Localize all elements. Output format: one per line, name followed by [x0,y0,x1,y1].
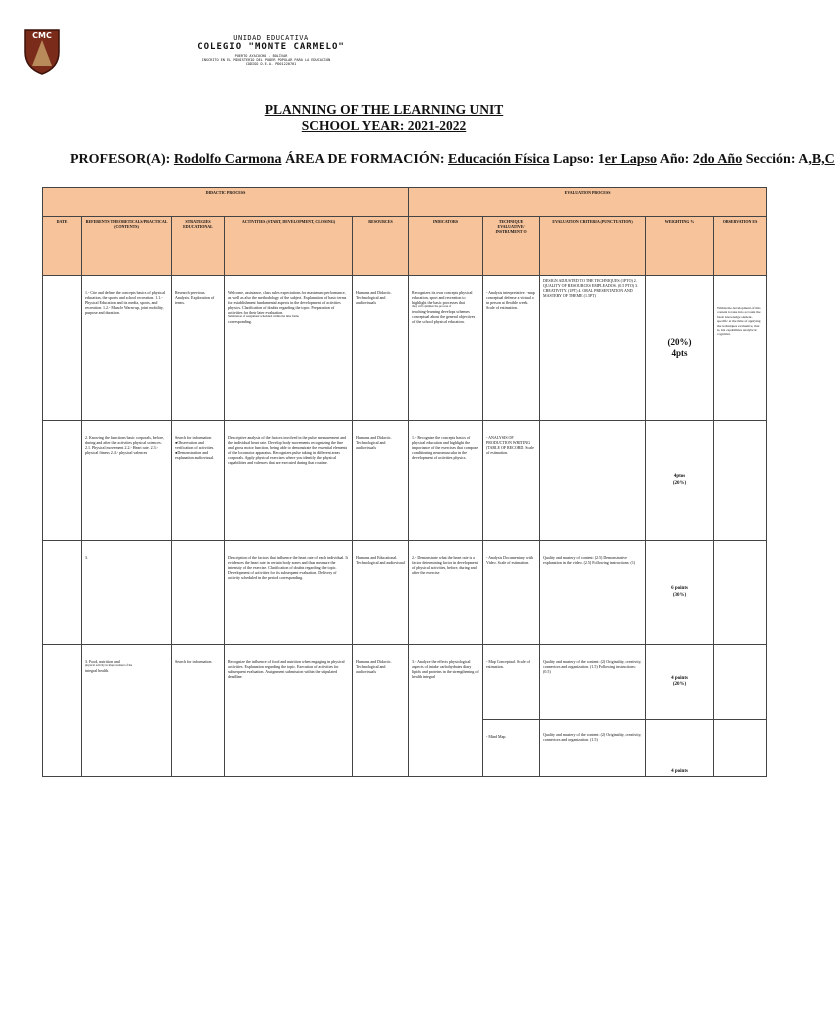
weighting-cell [646,645,714,720]
col-technique: TECHNIQUE EVALUATIVE/ INSTRUMENT O [483,217,540,276]
col-resources: RESOURCES [353,217,409,276]
date-cell [43,645,82,777]
ano-label: Año: 2 [657,152,700,167]
document-title: PLANNING OF THE LEARNING UNIT [264,102,504,117]
col-date: DATE [43,217,82,276]
seccion-value: B,C [811,152,835,167]
section-header-row [43,188,767,217]
weighting-percent: (20%) [667,336,692,347]
table-row [43,421,767,541]
indicators-cell: 2.- Demonstrate what the heart rate is a factor determining factor in development of physical activities, before, during and after the exercise [409,541,483,645]
area-label: ÁREA DE FORMACIÓN: [281,152,449,167]
logo-text: CMC [32,31,52,40]
strategies-cell: Research previous. Analysis. Exploration of terms. [172,276,225,421]
weighting-percent: (30%) [672,592,687,598]
activities-cell: Description of the factors that influence the heart rate of each individual. It evidences the heart rate in certain body zones and thus measure the intensity of the exercise. Clarification of doubts regarding the topic. Development of activities for its subsequent evaluation. Delivery of activity scheduled in the period corresponding. [225,541,353,645]
col-activities: ACTIVITIES (START, DEVELOPMENT, CLOSING) [225,217,353,276]
school-line-3: PUERTO AYACUCHO - BOLÍVAR [234,54,288,58]
date-cell [43,541,82,645]
weighting-points: 4pts [671,348,688,358]
weighting-cell [646,421,714,541]
ano-value: do Año [699,152,743,167]
activities-cell: Descriptive analysis of the factors involved in the pulse measurement and the individual heart rate. Develop body movements recognizing the fine and gross motor function, being able to demonstrate the essential elements of the locomotor apparatus. Recognizes pulse taking in different areas corporals. Apply physical exercises where you identify the physical capabilities and valences that are executed during that routine. [225,421,353,541]
column-header-row [43,217,767,276]
criteria-cell: Quality and mastery of the content: (2) Originality, creativity, connectors and organization. (1.5) Following instructions: (0.5) [540,645,646,720]
activities-text: Welcome, assistance, class rules expectations for maximum performance, as well as also the methodology of the subject. Explanation of basic terms for establishment fundamental aspects in the development of activities physics. Clarification of doubts regarding the topic. Preparation of activities for their later evaluation. [228,290,347,315]
table-row [43,645,767,720]
weighting-points: 4ptos [673,474,686,480]
weighting-cell [646,276,714,421]
professor-line [70,152,835,168]
weighting-percent: (20%) [672,480,687,486]
criteria-cell [540,421,646,541]
activities-cell [225,276,353,421]
col-strategies: STRATEGIES EDUCATIONAL [172,217,225,276]
col-weighting: WEIGHTING % [646,217,714,276]
evaluation-process-header: EVALUATION PROCESS [409,188,767,217]
table-row [43,541,767,645]
observations-cell: Within the development of this content is take into account the basic knowledge student-specific at the time of applying the techniques evaluative, that is, his capabilities analytical cognitive. [714,276,767,421]
resources-cell: Humans and Didactic. Technological and audiovisuals [353,276,409,421]
table-row [43,276,767,421]
activities-end-text: corresponding. [228,318,252,324]
profesor-name: Rodolfo Carmona [173,152,282,167]
seccion-label: Sección: A, [742,152,812,167]
school-name: COLEGIO "MONTE CARMELO" [197,42,345,52]
criteria-cell: DESIGN ADJUSTED TO THE TECHNIQUES (1PTO) 2. QUALITY OF RESOURCES EMPLEADOS. (0.5 PTO) 3. CREATIVITY. (1PT) 4. ORAL PRESENTATION AND MASTERY OF THEME (1.5PT) [540,276,646,421]
area-value: Educación Física [448,152,550,167]
indicators-small-text: they will optimize the process of [412,304,452,308]
technique-cell: - Analysis Documentary with Video. Scale of estimation. [483,541,540,645]
date-cell [43,421,82,541]
criteria-cell: Quality and mastery of content: (2.5) Demonstrative explanation in the video. (2.5) Following instructions: (1) [540,541,646,645]
didactic-process-header: DIDACTIC PROCESS [43,188,409,217]
weighting-percent: (20%) [672,682,687,687]
col-indicators: INDICATORS [409,217,483,276]
observations-cell [714,421,767,541]
school-line-1: UNIDAD EDUCATIVA [233,34,309,42]
col-referents: REFERENTS THEORETICALS/PRACTICAL (CONTENTS) [82,217,172,276]
technique-cell: - Analysis interpretative. -map conceptual defense a virtual o in person at flexible week. Scale of estimation. [483,276,540,421]
activities-small-text: Submission of assignment scheduled within the time frame [228,314,299,318]
school-line-4: INSCRITO EN EL MINISTERIO DEL PODER POPULAR PARA LA EDUCACIÓN [201,58,331,62]
referents-end-text: integral health. [85,667,109,673]
weighting-points: 6 points [671,586,688,592]
resources-cell: Humans and Educational. Technological and audiovisual [353,541,409,645]
referents-cell: 1.- Cite and define the concepts basics of physical education, the sports and school recreation. 1.1.- Physical Education and its media, sports, and recreation. 1.2.- Muscle Warm-up, joint mobility, purpose and duration. [82,276,172,421]
observations-cell [714,720,767,777]
indicators-cell: 1.- Recognize the concepts basics of physical education and highlight the importance of the exercises that compose conditioning neuromuscular in the development of activities physics. [409,421,483,541]
referents-text: 3. Food, nutrition and [85,659,120,664]
indicators-cell: 3.- Analyze the effects physiological aspects of intake carbohydrates diary lipids and proteins in the strengthening of health integral [409,645,483,777]
strategies-cell [172,541,225,645]
indicators-cell [409,276,483,421]
observations-cell [714,541,767,645]
col-criteria: EVALUATION CRITERIA (PUNCTUATION) [540,217,646,276]
technique-cell: - ANALYSIS OF PRODUCTION WRITING (TABLE OF RECORD. Scale of estimation. [483,421,540,541]
referents-cell [82,645,172,777]
criteria-cell: Quality and mastery of the content: (2) Originality, creativity, connectors and organization. (1.5) [540,720,646,777]
referents-cell: 2. Knowing the functions basic corporals, before, during and after the activities physical sciences: 2.1. Physical movement 2.2.- Heart rate. 2.3.- physical fitness 2.4.- physical valences [82,421,172,541]
strategies-cell: Search for information. [172,645,225,777]
indicators-end-text: teaching-learning develops schemes conceptual about the general objectives of the school physical education. [412,308,476,324]
activities-cell: Recognize the influence of food and nutrition when engaging in physical activities. Explanation regarding the topic. Execution of activities for subsequent evaluation. Assignment submission within the stipulated deadline. [225,645,353,777]
date-cell [43,276,82,421]
col-observations: OBSERVATION ES [714,217,767,276]
school-year: SCHOOL YEAR: 2021-2022 [301,118,467,133]
observations-cell [714,645,767,720]
strategies-cell: Search for information ●Observation and verification of activities. ●Demonstration and explanation audiovisual. [172,421,225,541]
technique-cell: - Mind Map. [483,720,540,777]
indicators-text: Recognizes its own concepts physical education, sport and recreation to highlight the basic processes that [412,290,473,305]
referents-small-text: physical activity in improvement of the [85,663,133,667]
referents-cell: 3. [82,541,172,645]
school-line-5: CÓDIGO D.E.A. PD01220701 [245,62,297,66]
lapso-label: Lapso: 1 [549,152,605,167]
weighting-cell [646,541,714,645]
weighting-cell [646,720,714,777]
profesor-label: PROFESOR(A): [70,152,174,167]
planning-table [42,187,767,777]
weighting-points: 4 points [671,768,688,774]
resources-cell: Humans and Didactic. Technological and audiovisuals [353,421,409,541]
resources-cell: Humans and Didactic. Technological and audiovisuals [353,645,409,777]
school-header [22,26,582,82]
technique-cell: - Map Conceptual. Scale of estimation. [483,645,540,720]
weighting-points: 4 points [671,675,688,681]
lapso-value: er Lapso [604,152,658,167]
